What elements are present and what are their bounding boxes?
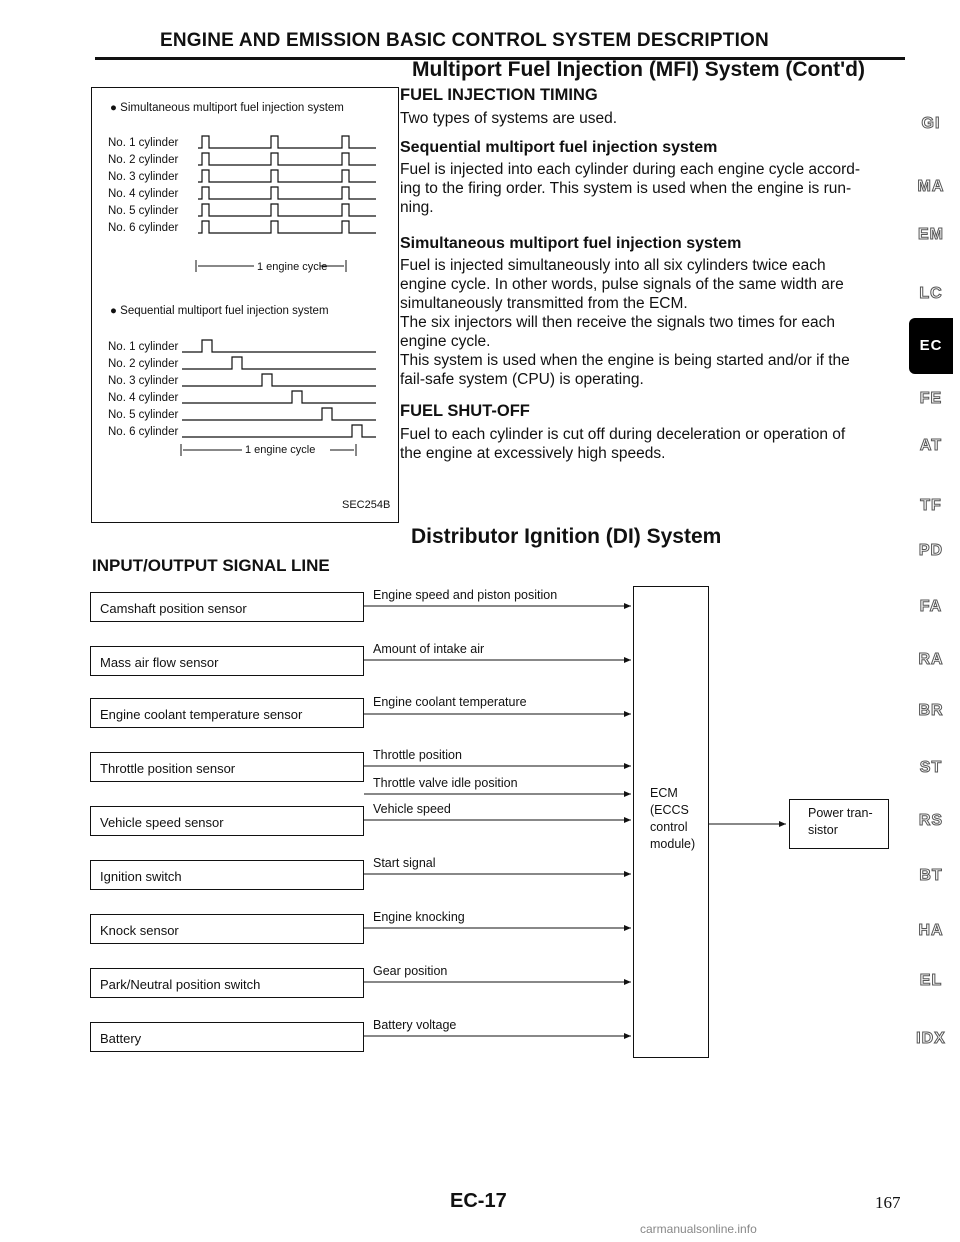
sim-cylinder-2: No. 2 cylinder (108, 154, 179, 166)
fuel-shutoff-heading: FUEL SHUT-OFF (400, 402, 530, 420)
signal-throttle-position: Throttle position (373, 748, 462, 762)
page-code: EC-17 (450, 1190, 507, 1212)
sensor-park-neutral: Park/Neutral position switch (90, 968, 364, 998)
tab-tf[interactable]: TF (920, 497, 942, 514)
sensor-ignition-switch: Ignition switch (90, 860, 364, 890)
seq-cylinder-4: No. 4 cylinder (108, 392, 179, 404)
fuel-shutoff-body: Fuel to each cylinder is cut off during deceleration or operation of the engine at excessively high speeds. (400, 426, 846, 462)
tab-fe[interactable]: FE (919, 390, 943, 407)
ecm-label: ECM (ECCS control module) (650, 786, 696, 851)
signal-battery-voltage: Battery voltage (373, 1018, 457, 1032)
site-watermark: carmanualsonline.info (640, 1222, 757, 1236)
sim-cycle-label: 1 engine cycle (257, 261, 328, 273)
simultaneous-heading: Simultaneous multiport fuel injection system (400, 235, 742, 252)
signal-throttle-idle: Throttle valve idle position (373, 776, 518, 790)
tab-ma[interactable]: MA (917, 178, 945, 195)
sequential-body: Fuel is injected into each cylinder during each engine cycle accord- ing to the firing order. This system is used when the engine is run- ning. (400, 161, 861, 216)
signal-engine-knocking: Engine knocking (373, 910, 465, 924)
tab-gi[interactable]: GI (921, 115, 941, 132)
distributor-ignition-heading: Distributor Ignition (DI) System (411, 525, 722, 548)
sequential-figure-title: ● Sequential multiport fuel injection system (110, 305, 329, 317)
signal-engine-speed: Engine speed and piston position (373, 588, 558, 602)
page-header-title: ENGINE AND EMISSION BASIC CONTROL SYSTEM DESCRIPTION (160, 30, 769, 51)
signal-coolant-temp: Engine coolant temperature (373, 695, 527, 709)
fuel-injection-intro: Two types of systems are used. (400, 110, 618, 127)
power-transistor-block: Power tran- sistor (789, 799, 889, 849)
page-number: 167 (875, 1193, 901, 1212)
tab-idx[interactable]: IDX (916, 1030, 946, 1047)
seq-cylinder-1: No. 1 cylinder (108, 341, 179, 353)
signal-intake-air: Amount of intake air (373, 642, 485, 656)
sensor-coolant-temp: Engine coolant temperature sensor (90, 698, 364, 728)
section-title: Multiport Fuel Injection (MFI) System (Cont'd) (412, 58, 865, 81)
tab-pd[interactable]: PD (918, 542, 944, 559)
tab-el[interactable]: EL (919, 972, 943, 989)
seq-cycle-label: 1 engine cycle (245, 444, 316, 456)
tab-ha[interactable]: HA (918, 922, 944, 939)
sim-cylinder-1: No. 1 cylinder (108, 137, 179, 149)
tab-ec[interactable]: EC (909, 318, 953, 374)
sim-cylinder-5: No. 5 cylinder (108, 205, 179, 217)
sensor-camshaft: Camshaft position sensor (90, 592, 364, 622)
seq-cylinder-6: No. 6 cylinder (108, 426, 179, 438)
sensor-throttle-position: Throttle position sensor (90, 752, 364, 782)
tab-bt[interactable]: BT (919, 867, 943, 884)
seq-cylinder-3: No. 3 cylinder (108, 375, 179, 387)
tab-ra[interactable]: RA (918, 651, 944, 668)
fuel-injection-timing-heading: FUEL INJECTION TIMING (400, 86, 598, 104)
sensor-battery: Battery (90, 1022, 364, 1052)
seq-cylinder-2: No. 2 cylinder (108, 358, 179, 370)
tab-em[interactable]: EM (918, 226, 944, 243)
signal-vehicle-speed: Vehicle speed (373, 802, 451, 816)
sim-cylinder-4: No. 4 cylinder (108, 188, 179, 200)
tab-fa[interactable]: FA (919, 598, 943, 615)
tab-lc[interactable]: LC (919, 285, 943, 302)
simultaneous-body: Fuel is injected simultaneously into all six cylinders twice each engine cycle. In other words, pulse signals of the same width are simultaneously transmitted from the ECM. The six injectors will then receive the signals two times for each engine cycle. This system is used when the engine is being started and/or if the fail-safe system (CPU) is operating. (400, 257, 850, 388)
sensor-vehicle-speed: Vehicle speed sensor (90, 806, 364, 836)
sim-cylinder-6: No. 6 cylinder (108, 222, 179, 234)
sequential-heading: Sequential multiport fuel injection system (400, 139, 718, 156)
signal-start: Start signal (373, 856, 436, 870)
seq-cylinder-5: No. 5 cylinder (108, 409, 179, 421)
tab-br[interactable]: BR (918, 702, 944, 719)
sensor-knock: Knock sensor (90, 914, 364, 944)
tab-st[interactable]: ST (919, 759, 943, 776)
tab-rs[interactable]: RS (918, 812, 944, 829)
tab-at[interactable]: AT (919, 437, 943, 454)
signal-gear-position: Gear position (373, 964, 448, 978)
simultaneous-figure-title: ● Simultaneous multiport fuel injection system (110, 102, 344, 114)
sim-cylinder-3: No. 3 cylinder (108, 171, 179, 183)
figure-code: SEC254B (342, 499, 391, 511)
io-signal-heading: INPUT/OUTPUT SIGNAL LINE (92, 556, 330, 575)
sensor-mass-air-flow: Mass air flow sensor (90, 646, 364, 676)
